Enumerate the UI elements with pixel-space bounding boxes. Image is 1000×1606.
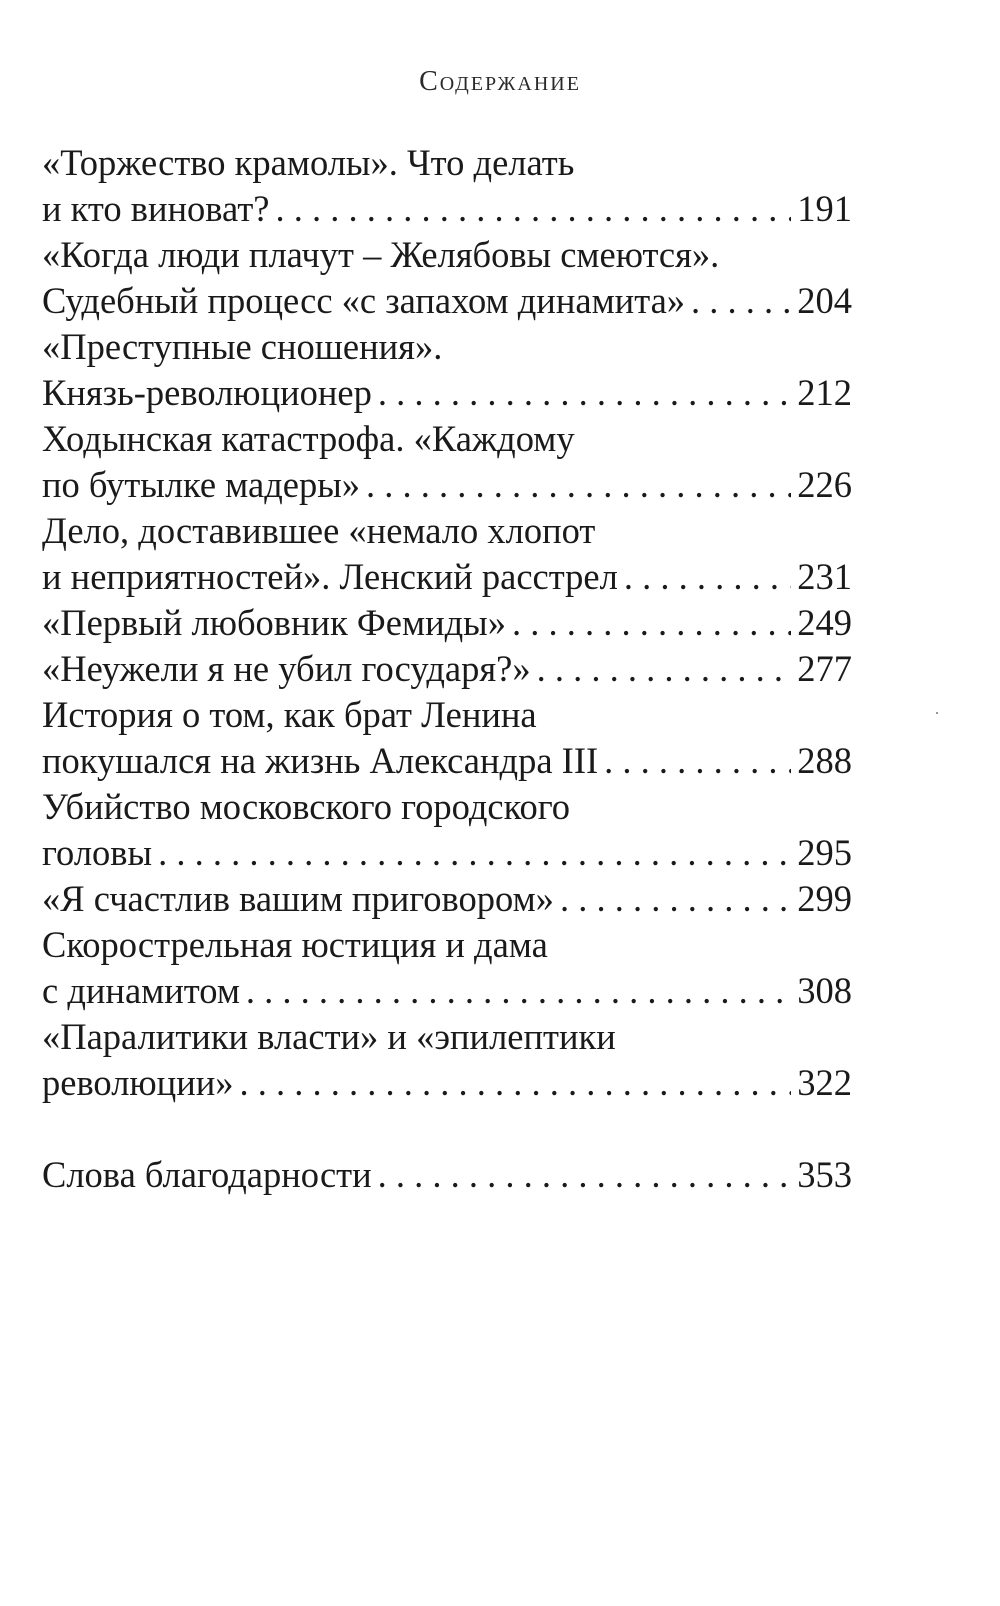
toc-entry bbox=[42, 922, 852, 1014]
toc-entry-text: История о том, как брат Ленина bbox=[42, 694, 537, 735]
toc-page-number: 204 bbox=[797, 280, 852, 321]
toc-entry-text: «Первый любовник Фемиды» bbox=[42, 602, 506, 643]
toc-leader-dots bbox=[378, 1152, 792, 1198]
toc-entry bbox=[42, 508, 852, 600]
toc-page-number: 277 bbox=[797, 648, 852, 689]
toc-entry bbox=[42, 876, 852, 922]
toc-entry-line bbox=[42, 784, 852, 830]
toc-entry-text: по бутылке мадеры» bbox=[42, 464, 361, 505]
toc-entry-line bbox=[42, 462, 852, 508]
toc-leader-dots bbox=[366, 462, 791, 508]
toc-entry-line bbox=[42, 1060, 852, 1106]
toc-entry-text: «Когда люди плачут – Желябовы смеются». bbox=[42, 234, 720, 275]
toc-entry-line bbox=[42, 232, 852, 278]
toc-entry-text: головы bbox=[42, 832, 153, 873]
toc-leader-dots bbox=[378, 370, 791, 416]
toc-entry bbox=[42, 784, 852, 876]
toc-page-number: 295 bbox=[797, 832, 852, 873]
toc-entry-text: «Я счастлив вашим приговором» bbox=[42, 878, 554, 919]
toc-leader-dots bbox=[246, 968, 791, 1014]
toc-leader-dots bbox=[240, 1060, 792, 1106]
toc-entry-text: революции» bbox=[42, 1062, 234, 1103]
toc-entry-text: Скорострельная юстиция и дама bbox=[42, 924, 548, 965]
toc-leader-dots bbox=[604, 738, 791, 784]
toc-entry-text: «Паралитики власти» и «эпилептики bbox=[42, 1016, 616, 1057]
toc-entry bbox=[42, 1014, 852, 1106]
toc-entry-text: и неприятностей». Ленский расстрел bbox=[42, 556, 618, 597]
toc-entry-line bbox=[42, 968, 852, 1014]
toc-entry bbox=[42, 646, 852, 692]
toc-entry-text: «Торжество крамолы». Что делать bbox=[42, 142, 575, 183]
toc-leader-dots bbox=[691, 278, 791, 324]
toc-entry-text: Судебный процесс «с запахом динамита» bbox=[42, 280, 686, 321]
toc-entry bbox=[42, 140, 852, 232]
toc-leader-dots bbox=[275, 186, 791, 232]
toc-entry-line bbox=[42, 876, 852, 922]
toc-entry-text: Убийство московского городского bbox=[42, 786, 571, 827]
toc-entry-line bbox=[42, 416, 852, 462]
toc-entry-line bbox=[42, 186, 852, 232]
toc-entry-text: Князь-революционер bbox=[42, 372, 372, 413]
scan-speck bbox=[936, 712, 938, 714]
toc-leader-dots bbox=[537, 646, 792, 692]
toc-entry-line bbox=[42, 830, 852, 876]
toc-leader-dots bbox=[512, 600, 791, 646]
toc-page-number: 353 bbox=[797, 1154, 852, 1195]
toc-entry bbox=[42, 600, 852, 646]
toc-entry-text: «Преступные сношения». bbox=[42, 326, 443, 367]
toc-page-number: 299 bbox=[797, 878, 852, 919]
toc-entry-text: Слова благодарности bbox=[42, 1154, 372, 1195]
toc-entry-line bbox=[42, 370, 852, 416]
toc-entry bbox=[42, 232, 852, 324]
toc-entry-line bbox=[42, 324, 852, 370]
toc-entry bbox=[42, 1152, 852, 1198]
table-of-contents bbox=[42, 140, 852, 1198]
toc-entry-text: Дело, доставившее «немало хлопот bbox=[42, 510, 596, 551]
toc-page-number: 226 bbox=[797, 464, 852, 505]
toc-entry-line bbox=[42, 278, 852, 324]
toc-entry bbox=[42, 324, 852, 416]
toc-page-number: 191 bbox=[797, 188, 852, 229]
toc-entry-line bbox=[42, 738, 852, 784]
toc-entry-text: с динамитом bbox=[42, 970, 240, 1011]
toc-entry-text: «Неужели я не убил государя?» bbox=[42, 648, 531, 689]
page-header-title: Содержание bbox=[419, 66, 581, 97]
toc-entry-text: покушался на жизнь Александра III bbox=[42, 740, 599, 781]
toc-leader-dots bbox=[624, 554, 791, 600]
toc-leader-dots bbox=[158, 830, 791, 876]
toc-entry-line bbox=[42, 692, 852, 738]
toc-entry-line bbox=[42, 600, 852, 646]
toc-entry-line bbox=[42, 646, 852, 692]
toc-entry-line bbox=[42, 140, 852, 186]
toc-entry-line bbox=[42, 1014, 852, 1060]
toc-page-number: 322 bbox=[797, 1062, 852, 1103]
toc-entry-line bbox=[42, 554, 852, 600]
toc-page-number: 308 bbox=[797, 970, 852, 1011]
toc-entry bbox=[42, 692, 852, 784]
toc-entry-line bbox=[42, 508, 852, 554]
toc-entry bbox=[42, 416, 852, 508]
toc-leader-dots bbox=[560, 876, 791, 922]
toc-page-number: 212 bbox=[797, 372, 852, 413]
toc-page-number: 288 bbox=[797, 740, 852, 781]
toc-entry-line bbox=[42, 922, 852, 968]
toc-page-number: 231 bbox=[797, 556, 852, 597]
toc-entry-line bbox=[42, 1152, 852, 1198]
toc-entry-text: Ходынская катастрофа. «Каждому bbox=[42, 418, 575, 459]
toc-page-number: 249 bbox=[797, 602, 852, 643]
toc-entry-text: и кто виноват? bbox=[42, 188, 270, 229]
